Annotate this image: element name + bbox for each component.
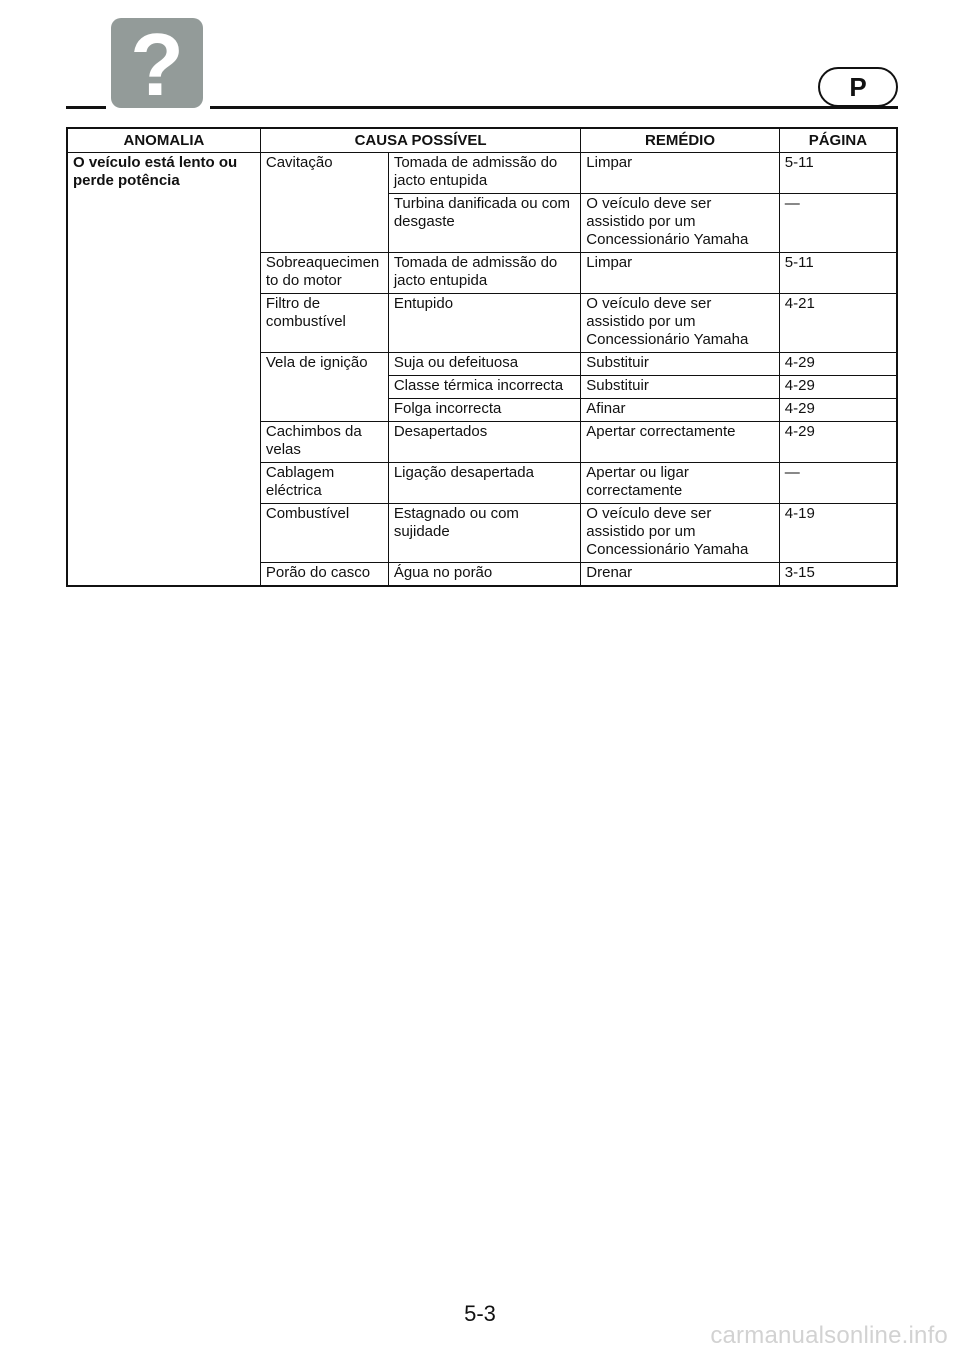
header-anomaly: ANOMALIA — [67, 128, 260, 153]
remedy-cell: O veículo deve ser assistido por um Concessionário Yamaha — [581, 504, 779, 563]
watermark: carmanualsonline.info — [710, 1322, 948, 1349]
page-cell: 3-15 — [779, 563, 897, 586]
header-rule-right — [210, 106, 898, 109]
cause-cell: Vela de ignição — [260, 353, 388, 422]
page-cell: — — [779, 463, 897, 504]
question-mark-glyph: ? — [130, 15, 184, 114]
remedy-cell: Drenar — [581, 563, 779, 586]
remedy-cell: Limpar — [581, 253, 779, 294]
remedy-cell: Afinar — [581, 399, 779, 422]
anomaly-cell: O veículo está lento ou perde potência — [67, 153, 260, 586]
detail-cell: Tomada de admissão do jacto entupida — [388, 153, 580, 194]
header-remedy: REMÉDIO — [581, 128, 779, 153]
table-header-row — [67, 128, 897, 153]
remedy-cell: Apertar ou ligar correctamente — [581, 463, 779, 504]
remedy-cell: O veículo deve ser assistido por um Concessionário Yamaha — [581, 194, 779, 253]
detail-cell: Desapertados — [388, 422, 580, 463]
page-cell: 5-11 — [779, 253, 897, 294]
page-cell: 4-19 — [779, 504, 897, 563]
page-number: 5-3 — [464, 1301, 496, 1326]
detail-cell: Água no porão — [388, 563, 580, 586]
page-cell: 5-11 — [779, 153, 897, 194]
cause-cell: Combustível — [260, 504, 388, 563]
detail-cell: Turbina danificada ou com desgaste — [388, 194, 580, 253]
page-cell: 4-29 — [779, 399, 897, 422]
detail-cell: Entupido — [388, 294, 580, 353]
language-badge: P — [818, 67, 898, 107]
remedy-cell: O veículo deve ser assistido por um Concessionário Yamaha — [581, 294, 779, 353]
page-cell: 4-29 — [779, 422, 897, 463]
remedy-cell: Substituir — [581, 353, 779, 376]
remedy-cell: Apertar correctamente — [581, 422, 779, 463]
page-cell: 4-29 — [779, 376, 897, 399]
detail-cell: Suja ou defeituosa — [388, 353, 580, 376]
cause-cell: Cablagem eléctrica — [260, 463, 388, 504]
header-page: PÁGINA — [779, 128, 897, 153]
header-cause: CAUSA POSSÍVEL — [260, 128, 580, 153]
table-row — [67, 153, 897, 194]
page-cell: — — [779, 194, 897, 253]
detail-cell: Classe térmica incorrecta — [388, 376, 580, 399]
cause-cell: Cachimbos da velas — [260, 422, 388, 463]
remedy-cell: Substituir — [581, 376, 779, 399]
cause-cell: Porão do casco — [260, 563, 388, 586]
troubleshooting-table — [66, 127, 898, 587]
page-cell: 4-21 — [779, 294, 897, 353]
detail-cell: Folga incorrecta — [388, 399, 580, 422]
question-mark-icon — [111, 15, 203, 114]
cause-cell: Cavitação — [260, 153, 388, 253]
detail-cell: Tomada de admissão do jacto entupida — [388, 253, 580, 294]
cause-cell: Filtro de combustível — [260, 294, 388, 353]
remedy-cell: Limpar — [581, 153, 779, 194]
detail-cell: Ligação desapertada — [388, 463, 580, 504]
detail-cell: Estagnado ou com sujidade — [388, 504, 580, 563]
header-rule-left — [66, 106, 106, 109]
page-cell: 4-29 — [779, 353, 897, 376]
cause-cell: Sobreaquecimen to do motor — [260, 253, 388, 294]
